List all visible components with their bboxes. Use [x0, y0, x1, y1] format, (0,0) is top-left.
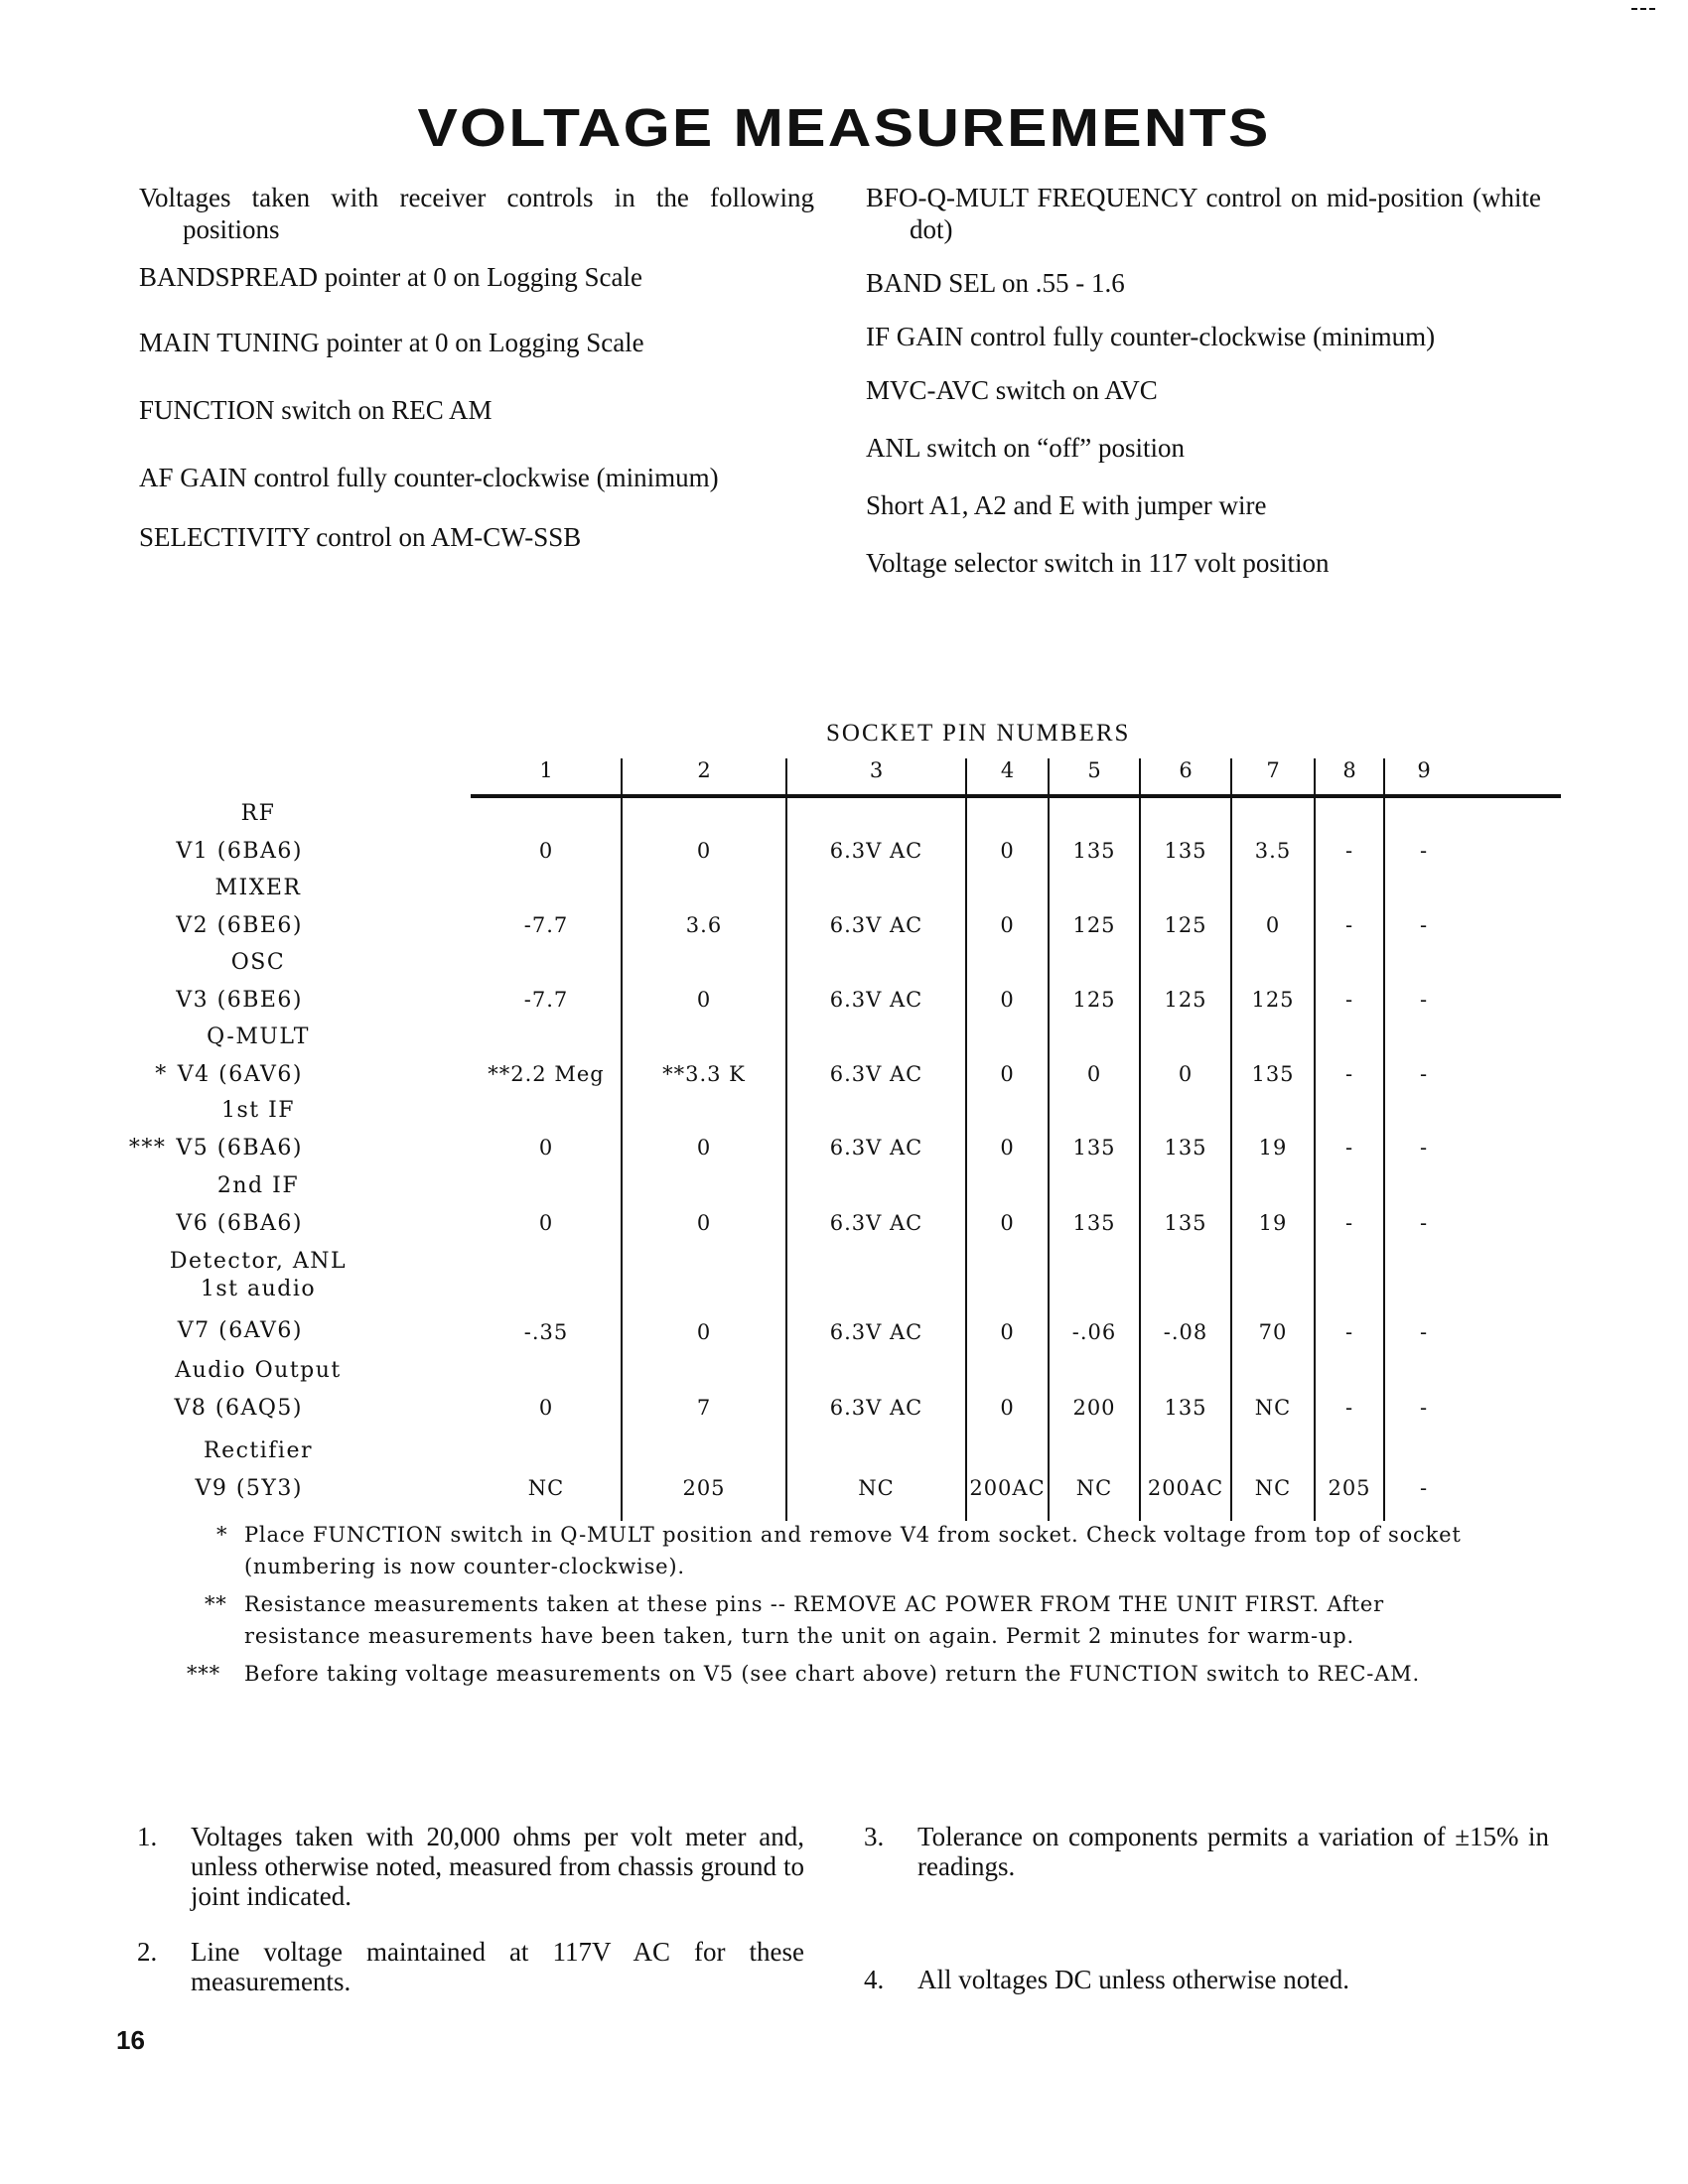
table-cell: 6.3V AC [829, 1396, 923, 1420]
footnotes [169, 1519, 1499, 1696]
table-cell: -7.7 [523, 913, 569, 937]
table-cell: NC [858, 1476, 895, 1500]
table-cell: 135 [1164, 1136, 1207, 1160]
condition-item: Voltages taken with receiver controls in the following positions [139, 183, 814, 244]
condition-item: BFO-Q-MULT FREQUENCY control on mid-position (white dot) [866, 183, 1541, 244]
note-number: 2. [137, 1937, 158, 1967]
page-title: VOLTAGE MEASUREMENTS [417, 98, 1271, 158]
footnote-text: Before taking voltage measurements on V5 (see chart above) return the FUNCTION switch to REC-AM. [244, 1662, 1420, 1686]
table-cell: -7.7 [523, 988, 569, 1012]
table-cell: 0 [1086, 1062, 1102, 1086]
note-item [137, 1937, 804, 1996]
tube-name-text: V7 (6AV6) [177, 1318, 303, 1343]
tube-name-text: V6 (6BA6) [176, 1211, 303, 1236]
tube-name [99, 1062, 303, 1087]
table-cell: 0 [1000, 1136, 1015, 1160]
condition-item: FUNCTION switch on REC AM [139, 395, 492, 425]
table-cell: 125 [1072, 988, 1116, 1012]
table-cell: 0 [696, 1211, 712, 1235]
note-text: Tolerance on components permits a variation of ±15% in readings. [917, 1822, 1549, 1881]
table-cell: 0 [1000, 988, 1015, 1012]
table-cell: 7 [696, 1396, 712, 1420]
tube-name [99, 1136, 303, 1160]
footnote-mark: ** [205, 1592, 227, 1616]
condition-item: BANDSPREAD pointer at 0 on Logging Scale [139, 262, 642, 292]
footnote-mark: * [216, 1523, 228, 1547]
tube-name [99, 839, 303, 864]
table-cell: 0 [1178, 1062, 1194, 1086]
tube-function-label: MIXER [214, 876, 302, 900]
tube-function-label: 1st IF [220, 1098, 296, 1123]
table-cell: 205 [1328, 1476, 1371, 1500]
table-cell: 6.3V AC [829, 1211, 923, 1235]
table-cell: - [1419, 1396, 1429, 1420]
tube-function-label: Q-MULT [207, 1024, 310, 1049]
footnote-text: Resistance measurements taken at these pins -- REMOVE AC POWER FROM THE UNIT FIRST. After resistance measurements have been taken, turn the unit on again. Permit 2 minutes for warm-up. [244, 1592, 1384, 1648]
footnote [169, 1658, 1499, 1690]
note-number: 1. [137, 1822, 158, 1851]
table-cell: 3.6 [685, 913, 723, 937]
table-cell: 6.3V AC [829, 1320, 923, 1344]
table-cell: - [1419, 1320, 1429, 1344]
tube-function-label: RF [240, 801, 276, 826]
table-cell: 6.3V AC [829, 913, 923, 937]
tube-name [99, 1396, 303, 1421]
tube-name-text: V1 (6BA6) [176, 839, 303, 864]
footnote-mark: *** [128, 1136, 167, 1160]
table-cell: - [1419, 1136, 1429, 1160]
table-cell: 200AC [1147, 1476, 1224, 1500]
note-text: Line voltage maintained at 117V AC for these measurements. [191, 1937, 804, 1996]
table-cell: 200 [1072, 1396, 1116, 1420]
table-cell: 6.3V AC [829, 988, 923, 1012]
table-cell: 135 [1164, 839, 1207, 863]
table-cell: 0 [1000, 1062, 1015, 1086]
tube-function-label: Audio Output [175, 1358, 342, 1383]
note-number: 4. [864, 1965, 885, 1994]
pin-header: 2 [697, 758, 711, 782]
table-cell: - [1344, 1396, 1354, 1420]
footnote-mark: *** [187, 1662, 220, 1686]
table-cell: 135 [1072, 839, 1116, 863]
table-cell: 0 [538, 1211, 554, 1235]
footnote-mark: * [155, 1062, 168, 1087]
pin-header: 7 [1266, 758, 1280, 782]
note-number: 3. [864, 1822, 885, 1851]
tube-name-text: V5 (6BA6) [176, 1136, 303, 1160]
notes-right [864, 1822, 1549, 2020]
table-cell: 125 [1164, 988, 1207, 1012]
table-cell: - [1344, 1320, 1354, 1344]
table-cell: 0 [538, 1136, 554, 1160]
table-cell: 135 [1164, 1211, 1207, 1235]
tube-name-text: V2 (6BE6) [176, 913, 303, 938]
notes-left [137, 1822, 804, 2022]
condition-item: AF GAIN control fully counter-clockwise (minimum) [139, 463, 719, 492]
table-cell: 135 [1072, 1211, 1116, 1235]
tube-name-text: V9 (5Y3) [195, 1476, 303, 1501]
table-cell: NC [527, 1476, 565, 1500]
table-cell: **3.3 K [662, 1062, 746, 1086]
table-cell: 19 [1258, 1211, 1288, 1235]
tube-function-label: 1st audio [200, 1277, 317, 1301]
table-cell: 0 [538, 839, 554, 863]
table-cell: 125 [1072, 913, 1116, 937]
table-cell: 6.3V AC [829, 1062, 923, 1086]
tube-name-text: V8 (6AQ5) [174, 1396, 303, 1421]
table-cell: - [1419, 988, 1429, 1012]
table-cell: 200AC [969, 1476, 1046, 1500]
table-cell: - [1344, 1062, 1354, 1086]
tube-name [99, 1211, 303, 1236]
tube-name [99, 988, 303, 1013]
table-cell: **2.2 Meg [488, 1062, 605, 1086]
table-cell: - [1419, 913, 1429, 937]
table-cell: NC [1254, 1476, 1292, 1500]
table-cell: - [1419, 1062, 1429, 1086]
header-rule [471, 794, 1561, 798]
note-text: Voltages taken with 20,000 ohms per volt meter and, unless otherwise noted, measured from chassis ground to joint indicated. [191, 1822, 804, 1911]
pin-header: 1 [539, 758, 553, 782]
table-cell: 135 [1164, 1396, 1207, 1420]
condition-item: Short A1, A2 and E with jumper wire [866, 490, 1267, 520]
footnote-text: Place FUNCTION switch in Q-MULT position and remove V4 from socket. Check voltage from top of socket (numbering is now counter-clockwise). [244, 1523, 1462, 1578]
note-item [137, 1822, 804, 1911]
condition-item: BAND SEL on .55 - 1.6 [866, 268, 1125, 298]
tube-function-label: 2nd IF [216, 1173, 300, 1198]
table-cell: - [1419, 839, 1429, 863]
table-cell: NC [1075, 1476, 1113, 1500]
condition-item: Voltage selector switch in 117 volt position [866, 548, 1330, 578]
table-cell: 0 [696, 988, 712, 1012]
table-cell: 0 [696, 1320, 712, 1344]
tube-name-text: V3 (6BE6) [176, 988, 303, 1013]
note-item [864, 1965, 1549, 1994]
tube-name [99, 913, 303, 938]
table-cell: - [1344, 1136, 1354, 1160]
tube-name [99, 1318, 303, 1343]
table-cell: 6.3V AC [829, 1136, 923, 1160]
table-cell: - [1419, 1476, 1429, 1500]
table-cell: 6.3V AC [829, 839, 923, 863]
condition-item: MAIN TUNING pointer at 0 on Logging Scale [139, 328, 644, 357]
table-cell: -.35 [523, 1320, 569, 1344]
tube-name [99, 1476, 303, 1501]
table-cell: 19 [1258, 1136, 1288, 1160]
table-cell: 0 [1000, 1396, 1015, 1420]
footnote [169, 1588, 1499, 1652]
condition-item: MVC-AVC switch on AVC [866, 375, 1158, 405]
table-cell: NC [1254, 1396, 1292, 1420]
table-cell: 0 [1000, 1320, 1015, 1344]
note-item [864, 1822, 1549, 1881]
tube-function-label: OSC [230, 950, 286, 975]
table-cell: - [1344, 839, 1354, 863]
tube-function-label: Rectifier [204, 1438, 313, 1463]
table-cell: 0 [1000, 913, 1015, 937]
table-cell: 125 [1251, 988, 1295, 1012]
pin-header: 9 [1417, 758, 1431, 782]
table-cell: - [1344, 913, 1354, 937]
table-cell: 205 [682, 1476, 726, 1500]
pin-header: 4 [1000, 758, 1015, 782]
pin-header: 5 [1087, 758, 1101, 782]
table-cell: -.06 [1071, 1320, 1117, 1344]
pin-header: 3 [869, 758, 884, 782]
table-cell: 125 [1164, 913, 1207, 937]
table-cell: 0 [538, 1396, 554, 1420]
pin-header: 8 [1342, 758, 1356, 782]
table-cell: -.08 [1163, 1320, 1208, 1344]
condition-item: IF GAIN control fully counter-clockwise (minimum) [866, 322, 1436, 351]
table-cell: 135 [1251, 1062, 1295, 1086]
condition-item: ANL switch on “off” position [866, 433, 1185, 463]
table-cell: 135 [1072, 1136, 1116, 1160]
table-cell: 0 [1000, 1211, 1015, 1235]
footnote [169, 1519, 1499, 1582]
table-cell: 0 [696, 1136, 712, 1160]
table-cell: 0 [696, 839, 712, 863]
table-cell: 0 [1265, 913, 1281, 937]
condition-item: SELECTIVITY control on AM-CW-SSB [139, 522, 582, 552]
note-text: All voltages DC unless otherwise noted. [917, 1965, 1349, 1994]
table-cell: 0 [1000, 839, 1015, 863]
tube-name-text: V4 (6AV6) [177, 1062, 303, 1087]
table-cell: - [1419, 1211, 1429, 1235]
page-number: 16 [116, 2025, 145, 2055]
pin-header: 6 [1179, 758, 1193, 782]
table-title: SOCKET PIN NUMBERS [826, 720, 1131, 747]
table-cell: - [1344, 988, 1354, 1012]
table-cell: 3.5 [1254, 839, 1292, 863]
table-cell: - [1344, 1211, 1354, 1235]
tube-function-label: Detector, ANL [169, 1249, 348, 1274]
table-cell: 70 [1258, 1320, 1288, 1344]
